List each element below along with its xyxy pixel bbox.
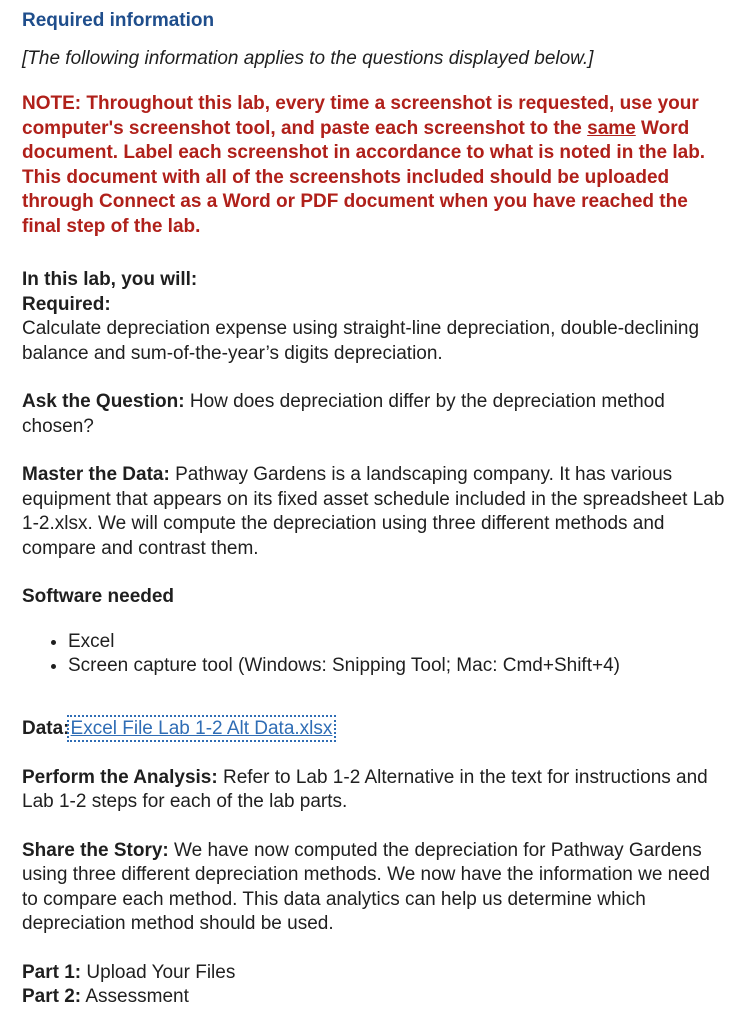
data-file-link[interactable]: Excel File Lab 1-2 Alt Data.xlsx bbox=[70, 717, 333, 739]
share-story-text: We have now computed the depreciation for Pathway Gardens using three different depreciation methods. We now have the information we need to compare each method. This data analytics can help us determine which depreciation method should be used. bbox=[22, 839, 710, 934]
part-1-line bbox=[22, 961, 729, 986]
software-list bbox=[22, 630, 729, 679]
note-prefix: NOTE: Throughout this lab, every time a screenshot is requested, use your computer's screenshot tool, and paste each screenshot to the bbox=[22, 93, 699, 139]
intro-text: [The following information applies to the questions displayed below.] bbox=[22, 48, 594, 69]
ask-question-text: How does depreciation differ by the depreciation method chosen? bbox=[22, 391, 665, 437]
master-data-label: Master the Data: bbox=[22, 464, 170, 485]
required-text: Calculate depreciation expense using straight-line depreciation, double-declining balance and sum-of-the-year’s digits depreciation. bbox=[22, 318, 700, 364]
software-item-screen-capture: • Screen capture tool (Windows: Snipping Tool; Mac: Cmd+Shift+4) bbox=[68, 654, 729, 679]
note-suffix: Word document. Label each screenshot in accordance to what is noted in the lab. This document with all of the screenshots included should be uploaded through Connect as a Word or PDF document when you have reached the final step of the lab. bbox=[22, 117, 706, 237]
perform-analysis-paragraph bbox=[22, 766, 729, 815]
ask-question-label: Ask the Question: bbox=[22, 391, 185, 412]
perform-analysis-label: Perform the Analysis: bbox=[22, 766, 218, 788]
part-2-line bbox=[22, 985, 729, 1010]
note-underlined-word: same bbox=[587, 117, 636, 139]
part-1-label: Part 1: bbox=[22, 961, 82, 983]
software-item-excel: • Excel bbox=[68, 630, 729, 655]
ask-question-paragraph bbox=[22, 390, 729, 439]
note-paragraph bbox=[22, 92, 729, 239]
master-data-text: Pathway Gardens is a landscaping company. It has various equipment that appears on its fixed asset schedule included in the spreadsheet Lab 1-2.xlsx. We will compute the depreciation using three different methods and compare and contrast them. bbox=[22, 464, 725, 559]
data-line bbox=[22, 716, 729, 742]
perform-analysis-text: Refer to Lab 1-2 Alternative in the text for instructions and Lab 1-2 steps for each of the lab parts. bbox=[22, 766, 708, 812]
required-label: Required: bbox=[22, 293, 111, 315]
data-label: Data: bbox=[22, 717, 70, 739]
master-data-paragraph bbox=[22, 463, 729, 561]
required-information-heading: Required information bbox=[22, 10, 215, 31]
part-1-text: Upload Your Files bbox=[81, 961, 236, 983]
part-2-label: Part 2: bbox=[22, 986, 82, 1007]
share-story-label: Share the Story: bbox=[22, 839, 169, 861]
part-2-text: Assessment bbox=[81, 986, 189, 1007]
software-needed-label: Software needed bbox=[22, 586, 175, 607]
lab-intro-title: In this lab, you will: bbox=[22, 269, 198, 290]
share-story-paragraph bbox=[22, 839, 729, 937]
